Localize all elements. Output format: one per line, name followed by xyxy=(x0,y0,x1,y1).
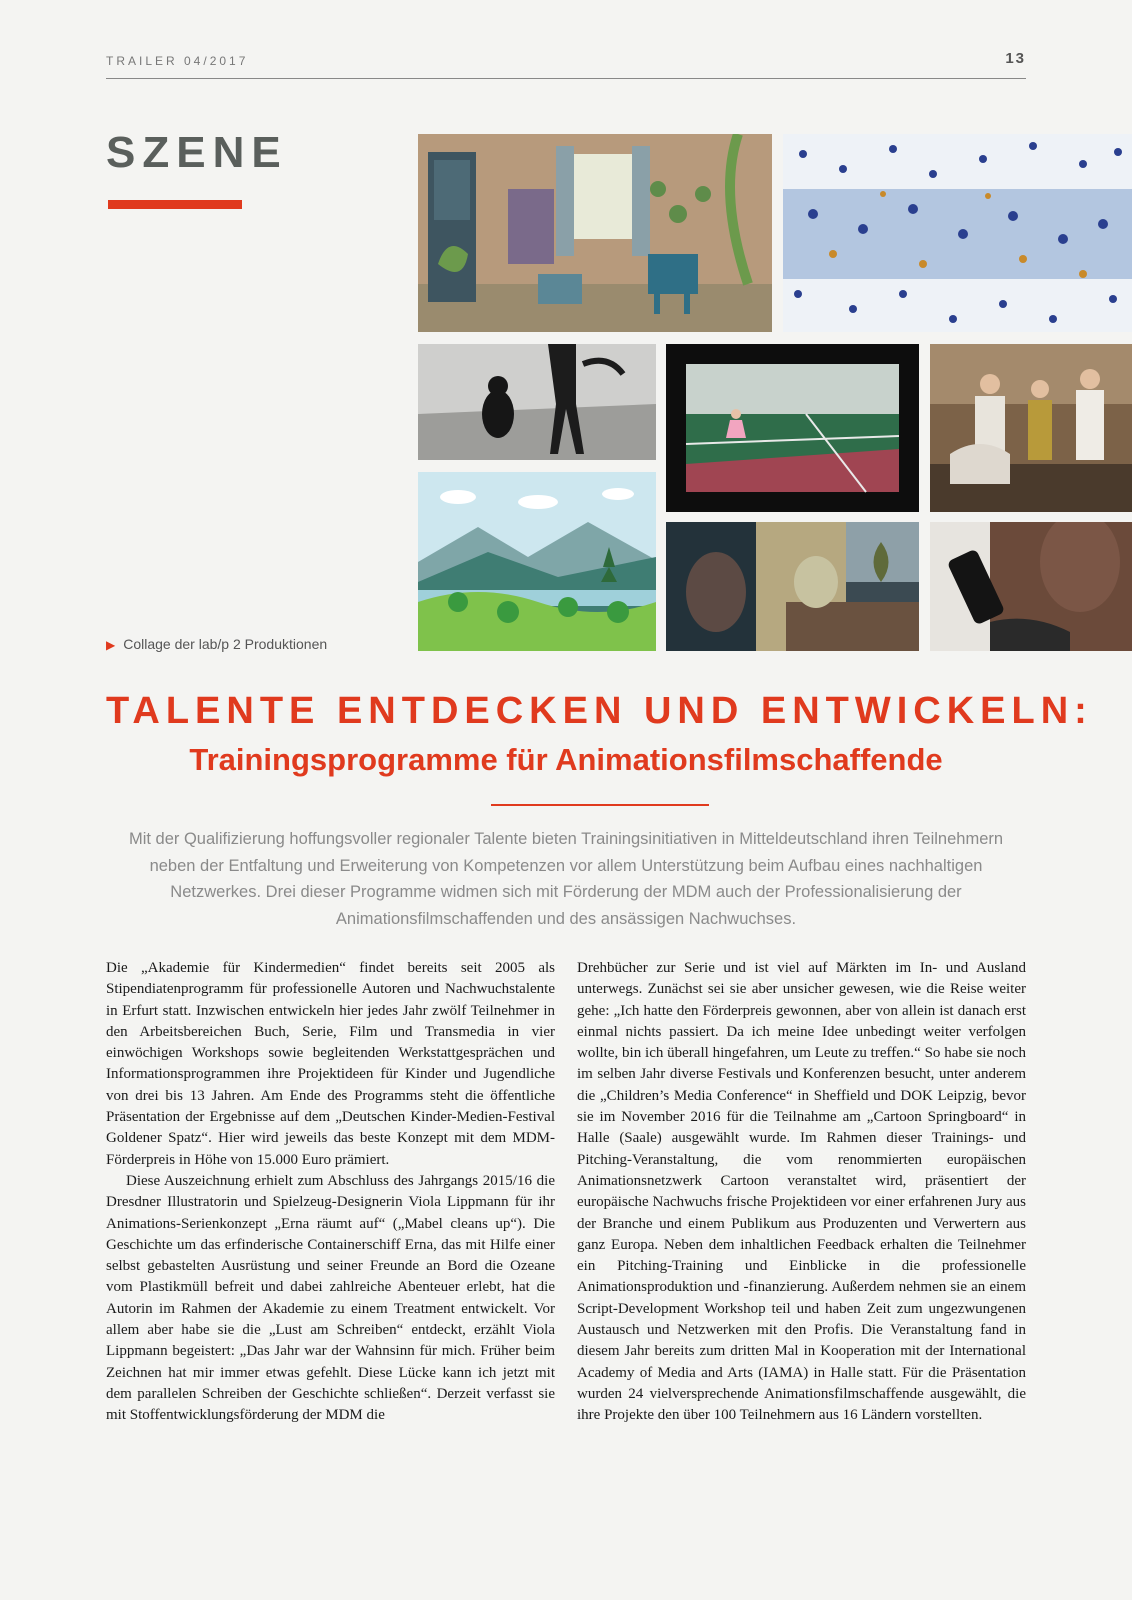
collage-image-women-in-robes xyxy=(930,344,1132,512)
article-title: TALENTE ENTDECKEN UND ENTWICKELN: xyxy=(106,690,1093,732)
section-accent-bar xyxy=(108,200,242,209)
article-lead: Mit der Qualifizierung hoffungsvoller regionaler Talente bieten Trainingsinitiativen in Mitteldeutschland ihren Teilnehmern neben der Entfaltung und Erweiterung von Kompetenzen vor allem Unterstützung beim Aufbau eines nachhaltigen Netzwerkes. Drei dieser Programme widmen sich mit Förderung der MDM auch der Professionalisierung der Animationsfilmschaffenden und des ansässigen Nachwuchses. xyxy=(128,830,1004,928)
section-label: SZENE xyxy=(106,128,288,177)
article-subtitle: Trainingsprogramme für Animationsfilmschaffende xyxy=(189,742,943,777)
body-paragraph: Drehbücher zur Serie und ist viel auf Märkten im In- und Ausland unterwegs. Zunächst sei sie aber unsicher gewesen, wie die Reise weiter gehe: „Ich hatte den Förderpreis gewonnen, aber von allein ist danach erst einmal nichts passiert. Da ich meine Idee unbedingt weiter verfolgen wollte, bin ich überall hingefahren, um Leute zu treffen.“ So habe sie noch im selben Jahr diverse Festivals und Konferenzen besucht, unter anderem die „Children’s Media Conference“ in Sheffield und DOK Leipzig, bevor sie im November 2016 für die Teilnahme am „Cartoon Springboard“ in Halle (Saale) ausgewählt wurde. Im Rahmen dieser Trainings- und Pitching-Veranstaltung, die vom renommierten europäischen Animationsnetzwerk Cartoon veranstaltet wird, präsentiert der europäische Nachwuchs frische Projektideen vor einer erfahrenen Jury aus der Branche und einem Publikum aus Produzenten und Verwertern aus ganz Europa. Neben dem inhaltlichen Feedback erhalten die Teilnehmer ein Pitching-Training und Einblicke in die professionelle Animationsproduktion und -finanzierung. Außerdem nehmen sie an einem Script-Development Workshop teil und haben Zeit zum ungezwungenen Austausch und Netzwerken mit den Profis. Die Veranstaltung fand in diesem Jahr bereits zum dritten Mal in Kooperation mit der International Academy of Media and Arts (IAMA) in Halle statt. Für die Präsentation wurden 24 vielversprechende Animationsfilmschaffende ausgewählt, die ihre Projekte den über 100 Teilnehmern aus 16 Ländern vorstellten. xyxy=(577,960,1026,1424)
collage-image-room-interior xyxy=(418,134,772,332)
magazine-issue: TRAILER 04/2017 xyxy=(106,54,249,68)
collage-caption xyxy=(106,636,327,652)
body-paragraph: Diese Auszeichnung erhielt zum Abschluss des Jahrgangs 2015/16 die Dresdner Illustratorin und Spielzeug-Designerin Viola Lippmann für ihr Animations-Serienkonzept „Erna räumt auf“ („Mabel cleans up“). Die Geschichte um das erfinderische Containerschiff Erna, das mit Hilfe einer selbst gebastelten Ausrüstung und seiner Freunde an Bord die Ozeane vom Plastikmüll befreit und dabei zahlreiche Abenteuer erlebt, hat die Autorin im Rahmen der Akademie zu einem Treatment entwickelt. Vor allem aber habe sie die „Lust am Schreiben“ entdeckt, erzählt Viola Lippmann begeistert: „Das Jahr war der Wahnsinn für mich. Früher beim Zeichnen hat mir immer etwas gefehlt. Diese Lücke kann ich jetzt mit dem parallelen Schreiben der Geschichte schließen“. Derzeit verfasst sie mit Stoffentwicklungsförderung der MDM die xyxy=(106,1172,555,1424)
collage-image-woman-phone xyxy=(930,522,1132,651)
collage-image-drawn-portrait xyxy=(666,522,919,651)
body-column-right xyxy=(577,958,1026,1427)
body-paragraph: Die „Akademie für Kindermedien“ findet bereits seit 2005 als Stipendiatenprogramm für professionelle Autoren und Nachwuchstalente in Erfurt statt. Inzwischen entwickeln hier jedes Jahr zwölf Teilnehmer in den Arbeitsbereichen Buch, Serie, Film und Transmedia in vier einwöchigen Workshops sowie begleitenden Werkstattgesprächen und Informationsprogrammen ihre Projektideen für Kinder und Jugendliche von drei bis 13 Jahren. Am Ende des Programms steht die öffentliche Präsentation der Ergebnisse auf dem „Deutschen Kinder-Medien-Festival Goldener Spatz“. Hier wird jeweils das beste Konzept mit dem MDM-Förderpreis in Höhe von 15.000 Euro prämiert. xyxy=(106,960,555,1168)
triangle-right-icon: ▶ xyxy=(106,638,116,652)
collage-image-blue-dots xyxy=(783,134,1132,332)
collage-image-tennis-court xyxy=(666,344,919,512)
body-column-left xyxy=(106,958,555,1427)
collage-caption-text: Collage der lab/p 2 Produktionen xyxy=(123,636,328,652)
title-divider xyxy=(491,804,709,806)
collage-image-landscape xyxy=(418,472,656,651)
header-rule xyxy=(106,78,1026,79)
page-number: 13 xyxy=(1005,50,1026,67)
collage-image-silhouette-figures xyxy=(418,344,656,460)
